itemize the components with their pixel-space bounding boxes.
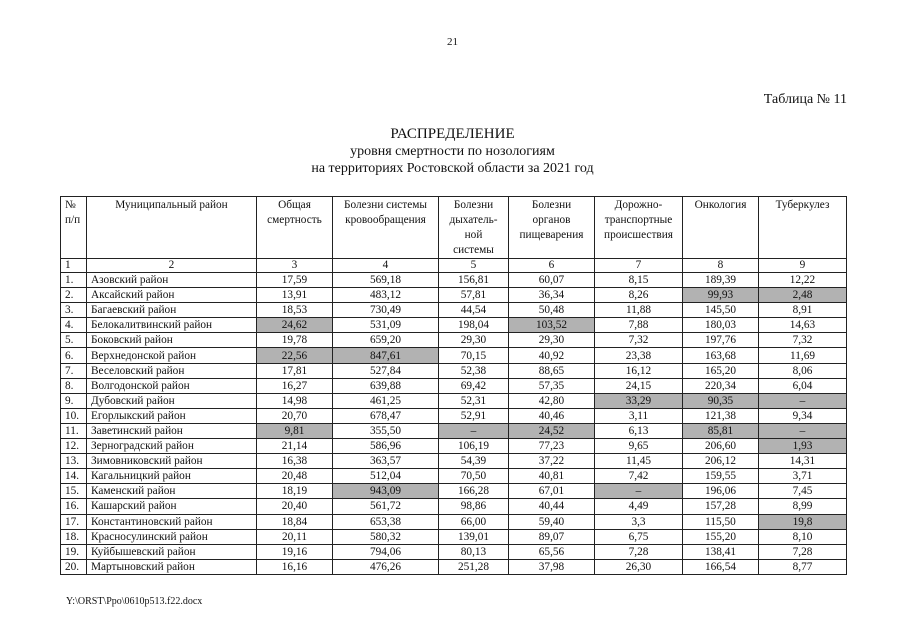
value-cell: 22,56	[257, 348, 333, 363]
row-number: 2.	[61, 288, 87, 303]
value-cell: 50,48	[509, 303, 595, 318]
value-cell: 943,09	[333, 484, 439, 499]
value-cell: 4,49	[595, 499, 683, 514]
district-name: Зимовниковский район	[87, 454, 257, 469]
value-cell: 19,16	[257, 544, 333, 559]
value-cell: 19,8	[759, 514, 847, 529]
header-cell: № п/п	[61, 197, 87, 259]
column-number: 3	[257, 259, 333, 273]
value-cell: 9,34	[759, 408, 847, 423]
table-row	[61, 273, 847, 288]
district-name: Белокалитвинский район	[87, 318, 257, 333]
district-name: Зерноградский район	[87, 439, 257, 454]
value-cell: 11,69	[759, 348, 847, 363]
value-cell: 69,42	[439, 378, 509, 393]
row-number: 4.	[61, 318, 87, 333]
value-cell: 98,86	[439, 499, 509, 514]
table-row	[61, 363, 847, 378]
value-cell: 1,93	[759, 439, 847, 454]
value-cell: 52,31	[439, 393, 509, 408]
value-cell: 3,11	[595, 408, 683, 423]
value-cell: 17,81	[257, 363, 333, 378]
value-cell: 54,39	[439, 454, 509, 469]
value-cell: 586,96	[333, 439, 439, 454]
value-cell: 730,49	[333, 303, 439, 318]
header-cell: Болезни системы кровообращения	[333, 197, 439, 259]
row-number: 6.	[61, 348, 87, 363]
district-name: Багаевский район	[87, 303, 257, 318]
value-cell: 90,35	[683, 393, 759, 408]
district-name: Азовский район	[87, 273, 257, 288]
value-cell: 159,55	[683, 469, 759, 484]
value-cell: 80,13	[439, 544, 509, 559]
value-cell: 29,30	[509, 333, 595, 348]
row-number: 15.	[61, 484, 87, 499]
value-cell: 9,65	[595, 439, 683, 454]
value-cell: 8,10	[759, 529, 847, 544]
table-label: Таблица № 11	[763, 92, 847, 107]
value-cell: 88,65	[509, 363, 595, 378]
row-number: 3.	[61, 303, 87, 318]
table-row	[61, 469, 847, 484]
district-name: Волгодонской район	[87, 378, 257, 393]
header-cell: Муниципальный район	[87, 197, 257, 259]
column-number: 8	[683, 259, 759, 273]
value-cell: 206,12	[683, 454, 759, 469]
column-number: 5	[439, 259, 509, 273]
value-cell: 11,45	[595, 454, 683, 469]
value-cell: 99,93	[683, 288, 759, 303]
value-cell: 639,88	[333, 378, 439, 393]
district-name: Константиновский район	[87, 514, 257, 529]
value-cell: 67,01	[509, 484, 595, 499]
header-cell: Болезни дыхатель-ной системы	[439, 197, 509, 259]
value-cell: 163,68	[683, 348, 759, 363]
value-cell: 20,11	[257, 529, 333, 544]
value-cell: 29,30	[439, 333, 509, 348]
value-cell: 580,32	[333, 529, 439, 544]
table-row	[61, 423, 847, 438]
value-cell: 70,15	[439, 348, 509, 363]
value-cell: 37,22	[509, 454, 595, 469]
value-cell: 156,81	[439, 273, 509, 288]
value-cell: 166,54	[683, 559, 759, 574]
value-cell: 659,20	[333, 333, 439, 348]
value-cell: –	[595, 484, 683, 499]
value-cell: 20,70	[257, 408, 333, 423]
value-cell: 13,91	[257, 288, 333, 303]
header-cell: Дорожно-транспортные происшествия	[595, 197, 683, 259]
table-row	[61, 333, 847, 348]
title-subtitle-territory: на территориях Ростовской области за 2021 год	[311, 161, 594, 176]
value-cell: 8,06	[759, 363, 847, 378]
value-cell: 196,06	[683, 484, 759, 499]
value-cell: 7,88	[595, 318, 683, 333]
value-cell: –	[759, 393, 847, 408]
value-cell: 103,52	[509, 318, 595, 333]
table-row	[61, 378, 847, 393]
value-cell: 483,12	[333, 288, 439, 303]
value-cell: 198,04	[439, 318, 509, 333]
value-cell: 16,16	[257, 559, 333, 574]
page-number: 21	[447, 36, 458, 48]
value-cell: 155,20	[683, 529, 759, 544]
column-number: 2	[87, 259, 257, 273]
table-body	[61, 273, 847, 575]
value-cell: 14,63	[759, 318, 847, 333]
district-name: Егорлыкский район	[87, 408, 257, 423]
value-cell: 40,92	[509, 348, 595, 363]
value-cell: 220,34	[683, 378, 759, 393]
value-cell: 8,77	[759, 559, 847, 574]
column-number-row	[61, 259, 847, 273]
table-row	[61, 393, 847, 408]
row-number: 18.	[61, 529, 87, 544]
value-cell: 44,54	[439, 303, 509, 318]
column-number: 6	[509, 259, 595, 273]
district-name: Кагальницкий район	[87, 469, 257, 484]
value-cell: –	[439, 423, 509, 438]
value-cell: 9,81	[257, 423, 333, 438]
header-cell: Общая смертность	[257, 197, 333, 259]
value-cell: 653,38	[333, 514, 439, 529]
value-cell: 6,13	[595, 423, 683, 438]
column-number: 1	[61, 259, 87, 273]
value-cell: 24,62	[257, 318, 333, 333]
district-name: Верхнедонской район	[87, 348, 257, 363]
table-row	[61, 454, 847, 469]
table-row	[61, 544, 847, 559]
value-cell: 33,29	[595, 393, 683, 408]
district-name: Красносулинский район	[87, 529, 257, 544]
value-cell: 363,57	[333, 454, 439, 469]
district-name: Боковский район	[87, 333, 257, 348]
value-cell: 8,99	[759, 499, 847, 514]
table-row	[61, 348, 847, 363]
table-row	[61, 484, 847, 499]
value-cell: 11,88	[595, 303, 683, 318]
value-cell: 7,45	[759, 484, 847, 499]
row-number: 5.	[61, 333, 87, 348]
column-number: 9	[759, 259, 847, 273]
row-number: 20.	[61, 559, 87, 574]
value-cell: 16,12	[595, 363, 683, 378]
column-number: 7	[595, 259, 683, 273]
value-cell: 157,28	[683, 499, 759, 514]
value-cell: 7,42	[595, 469, 683, 484]
row-number: 13.	[61, 454, 87, 469]
value-cell: 8,15	[595, 273, 683, 288]
value-cell: 847,61	[333, 348, 439, 363]
value-cell: 6,04	[759, 378, 847, 393]
value-cell: 561,72	[333, 499, 439, 514]
value-cell: –	[759, 423, 847, 438]
row-number: 8.	[61, 378, 87, 393]
value-cell: 26,30	[595, 559, 683, 574]
table-row	[61, 514, 847, 529]
row-number: 14.	[61, 469, 87, 484]
value-cell: 66,00	[439, 514, 509, 529]
value-cell: 794,06	[333, 544, 439, 559]
value-cell: 16,38	[257, 454, 333, 469]
district-name: Дубовский район	[87, 393, 257, 408]
value-cell: 37,98	[509, 559, 595, 574]
value-cell: 77,23	[509, 439, 595, 454]
value-cell: 52,91	[439, 408, 509, 423]
value-cell: 251,28	[439, 559, 509, 574]
value-cell: 57,81	[439, 288, 509, 303]
value-cell: 7,32	[759, 333, 847, 348]
value-cell: 189,39	[683, 273, 759, 288]
title-block	[0, 126, 905, 177]
table-row	[61, 303, 847, 318]
table-row	[61, 318, 847, 333]
value-cell: 65,56	[509, 544, 595, 559]
header-cell: Онкология	[683, 197, 759, 259]
district-name: Куйбышевский район	[87, 544, 257, 559]
district-name: Каменский район	[87, 484, 257, 499]
row-number: 11.	[61, 423, 87, 438]
value-cell: 70,50	[439, 469, 509, 484]
column-number: 4	[333, 259, 439, 273]
value-cell: 36,34	[509, 288, 595, 303]
table-row	[61, 408, 847, 423]
row-number: 12.	[61, 439, 87, 454]
district-name: Заветинский район	[87, 423, 257, 438]
value-cell: 3,3	[595, 514, 683, 529]
value-cell: 8,91	[759, 303, 847, 318]
value-cell: 678,47	[333, 408, 439, 423]
value-cell: 527,84	[333, 363, 439, 378]
value-cell: 3,71	[759, 469, 847, 484]
value-cell: 7,32	[595, 333, 683, 348]
value-cell: 7,28	[595, 544, 683, 559]
value-cell: 89,07	[509, 529, 595, 544]
value-cell: 16,27	[257, 378, 333, 393]
value-cell: 165,20	[683, 363, 759, 378]
header-cell: Болезни органов пищеварения	[509, 197, 595, 259]
row-number: 17.	[61, 514, 87, 529]
value-cell: 20,48	[257, 469, 333, 484]
value-cell: 6,75	[595, 529, 683, 544]
value-cell: 531,09	[333, 318, 439, 333]
value-cell: 52,38	[439, 363, 509, 378]
value-cell: 14,31	[759, 454, 847, 469]
value-cell: 14,98	[257, 393, 333, 408]
value-cell: 512,04	[333, 469, 439, 484]
value-cell: 18,53	[257, 303, 333, 318]
value-cell: 19,78	[257, 333, 333, 348]
row-number: 1.	[61, 273, 87, 288]
district-name: Веселовский район	[87, 363, 257, 378]
table-row	[61, 529, 847, 544]
table-row	[61, 499, 847, 514]
value-cell: 180,03	[683, 318, 759, 333]
row-number: 7.	[61, 363, 87, 378]
value-cell: 145,50	[683, 303, 759, 318]
title-heading: РАСПРЕДЕЛЕНИЕ	[390, 126, 515, 142]
value-cell: 12,22	[759, 273, 847, 288]
value-cell: 2,48	[759, 288, 847, 303]
value-cell: 121,38	[683, 408, 759, 423]
table-row	[61, 288, 847, 303]
value-cell: 57,35	[509, 378, 595, 393]
header-row	[61, 197, 847, 259]
value-cell: 21,14	[257, 439, 333, 454]
value-cell: 59,40	[509, 514, 595, 529]
value-cell: 40,44	[509, 499, 595, 514]
value-cell: 60,07	[509, 273, 595, 288]
title-subtitle: уровня смертности по нозологиям	[350, 144, 555, 159]
value-cell: 106,19	[439, 439, 509, 454]
value-cell: 40,46	[509, 408, 595, 423]
value-cell: 476,26	[333, 559, 439, 574]
row-number: 10.	[61, 408, 87, 423]
value-cell: 8,26	[595, 288, 683, 303]
value-cell: 461,25	[333, 393, 439, 408]
value-cell: 138,41	[683, 544, 759, 559]
value-cell: 115,50	[683, 514, 759, 529]
table-row	[61, 559, 847, 574]
value-cell: 197,76	[683, 333, 759, 348]
value-cell: 42,80	[509, 393, 595, 408]
value-cell: 569,18	[333, 273, 439, 288]
mortality-table	[60, 196, 847, 575]
value-cell: 18,84	[257, 514, 333, 529]
header-cell: Туберкулез	[759, 197, 847, 259]
value-cell: 355,50	[333, 423, 439, 438]
row-number: 16.	[61, 499, 87, 514]
row-number: 9.	[61, 393, 87, 408]
row-number: 19.	[61, 544, 87, 559]
value-cell: 40,81	[509, 469, 595, 484]
table-row	[61, 439, 847, 454]
value-cell: 23,38	[595, 348, 683, 363]
footer-file-path: Y:\ORST\Ppo\0610p513.f22.docx	[66, 596, 203, 607]
value-cell: 7,28	[759, 544, 847, 559]
district-name: Кашарский район	[87, 499, 257, 514]
value-cell: 24,15	[595, 378, 683, 393]
value-cell: 206,60	[683, 439, 759, 454]
value-cell: 17,59	[257, 273, 333, 288]
value-cell: 24,52	[509, 423, 595, 438]
value-cell: 166,28	[439, 484, 509, 499]
district-name: Аксайский район	[87, 288, 257, 303]
district-name: Мартыновский район	[87, 559, 257, 574]
value-cell: 18,19	[257, 484, 333, 499]
value-cell: 20,40	[257, 499, 333, 514]
value-cell: 85,81	[683, 423, 759, 438]
value-cell: 139,01	[439, 529, 509, 544]
